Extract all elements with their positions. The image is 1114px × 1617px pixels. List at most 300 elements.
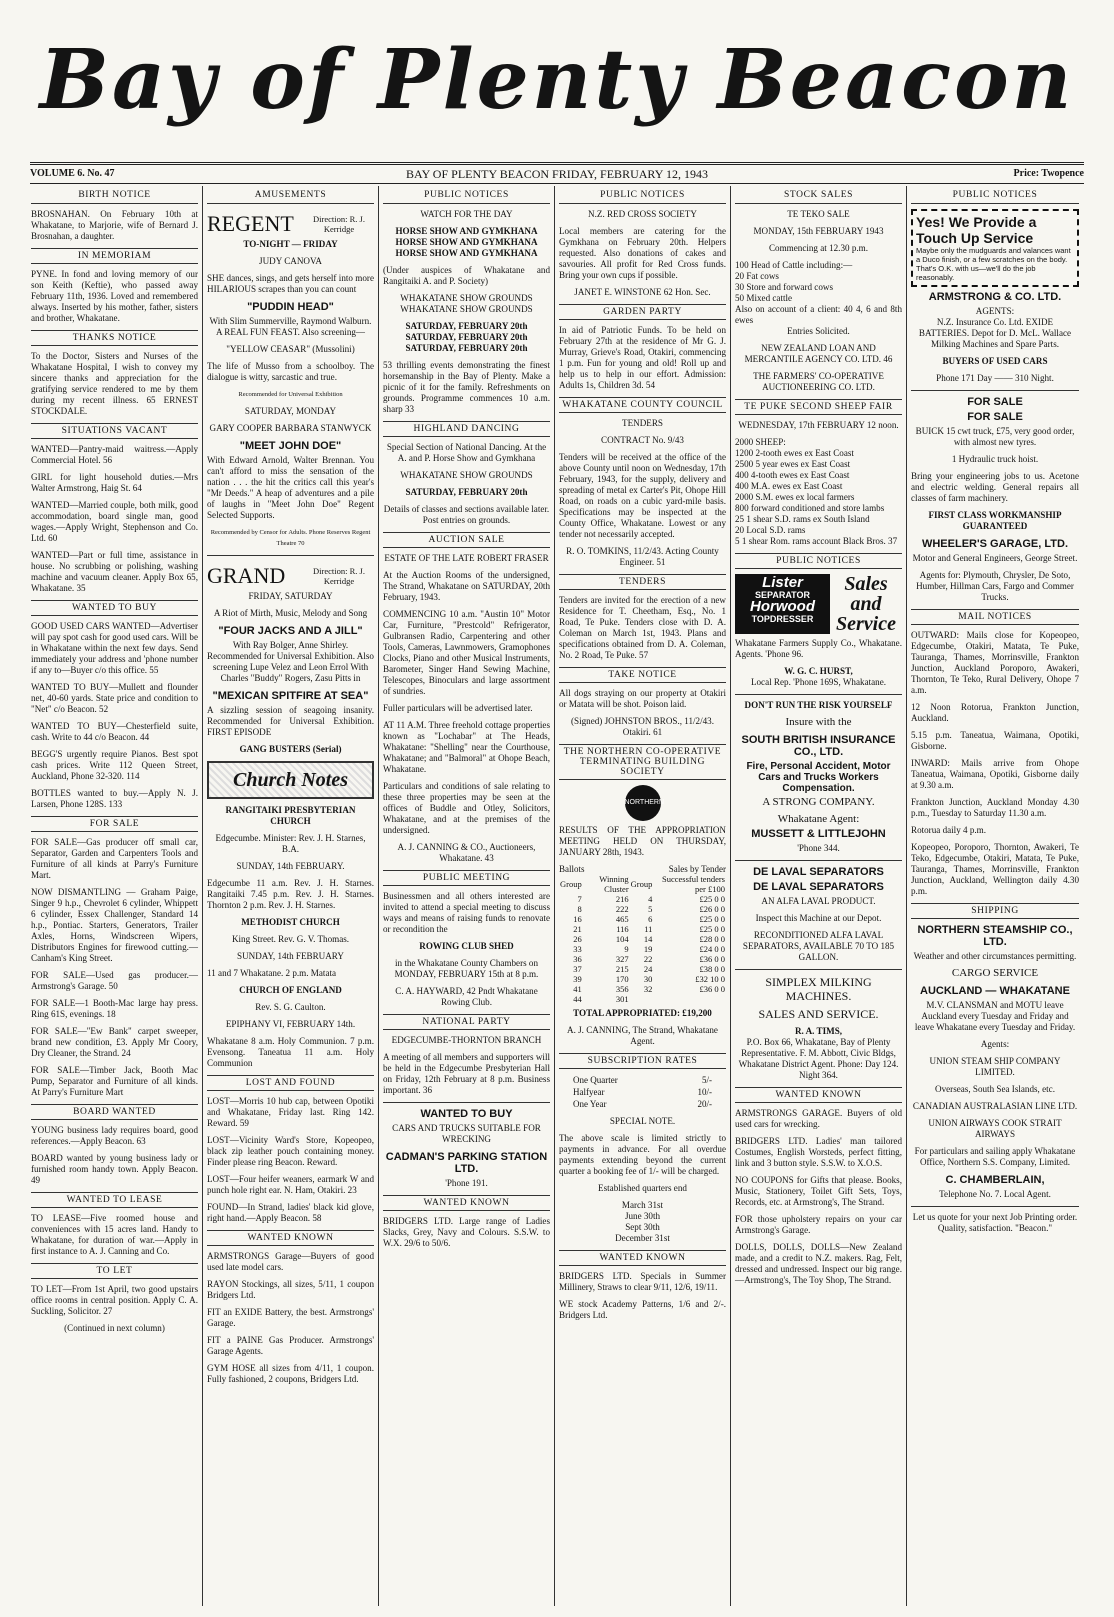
table-cell: £25 0 0 <box>699 914 725 924</box>
table-cell: 215 <box>615 964 629 974</box>
notice-text: (Under auspices of Whakatane and Rangitaiki A. and P. Society) <box>383 265 550 286</box>
section-heading: AUCTION SALE <box>383 532 550 548</box>
stock-line: Also on account of a client: 40 4, 6 and 8th ewes <box>735 304 902 325</box>
quarter-end: December 31st <box>615 1233 670 1243</box>
column-6 <box>907 186 1083 1606</box>
classified-ad: LOST—Morris 10 hub cap, between Opotiki and Whakatane, Friday last. Ring 142. Reward. 59 <box>207 1096 374 1128</box>
ad-text: 1 Hydraulic truck hoist. <box>951 454 1039 464</box>
church-name: RANGITAIKI PRESBYTERIAN CHURCH <box>225 805 356 826</box>
table-cell: 39 <box>573 974 582 984</box>
classified-ad: LOST—Four heifer weaners, earmark W and punch hole right ear. N. Ham, Otakiri. 23 <box>207 1174 374 1195</box>
thanks-notice: To the Doctor, Sisters and Nurses of the Whakatane Hospital, I wish to convey my sincere thanks and appreciation for the gratifying service rendered to me by them during my recent illness. 65 ERNEST STOCKDALE. <box>31 351 198 416</box>
stock-line: 100 Head of Cattle including:— <box>735 260 853 270</box>
table-cell: 222 <box>615 904 629 914</box>
section-heading: WANTED TO BUY <box>31 600 198 616</box>
table-cell: £24 0 0 <box>699 944 725 954</box>
table-cell: 33 <box>573 944 582 954</box>
table-cell: 24 <box>643 964 653 974</box>
film-blurb: With Edward Arnold, Walter Brennan. You can't afford to miss the sensation of the nation . . . the hit the critics call this year's "Mr Deeds." A heap of adventures and a pile of laughs in "Meet John Doe" Regent Selected Supports. <box>207 455 374 520</box>
table-cell: £38 0 0 <box>699 964 725 974</box>
sale-date: MONDAY, 15th FEBRUARY 1943 <box>753 226 884 236</box>
classified-ad: DOLLS, DOLLS, DOLLS—New Zealand made, and a credit to N.Z. makers. Rag, Felt, dressed and undressed. Inspect our big range.—Armstrong's, The Toy Shop, The Strand. <box>735 1242 902 1285</box>
quarter-end: Sept 30th <box>625 1222 660 1232</box>
section-heading: BIRTH NOTICE <box>31 190 198 204</box>
notice-text: AT 11 A.M. Three freehold cottage properties known as "Lochabar" at The Heads, Whakatane: "Shelling" near the Courthouse, Whakatane; and "Balmoral" at Ohope Beach, Whakatane. <box>383 720 550 774</box>
ad-text: Let us quote for your next Job Printing order. Quality, satisfaction. "Beacon." <box>912 1212 1078 1233</box>
ad-text: Local Rep. 'Phone 169S, Whakatane. <box>750 677 887 687</box>
ad-business-name: MUSSETT & LITTLEJOHN <box>751 828 886 840</box>
ad-text: BUICK 15 cwt truck, £75, very good order, with almost new tyres. <box>915 426 1075 447</box>
stock-line: 20 Local S.D. rams <box>735 525 806 535</box>
event-title: HORSE SHOW AND GYMKHANA <box>395 237 538 247</box>
lister-logo: Lister SEPARATOR Horwood TOPDRESSER <box>735 574 830 634</box>
table-cell: £36 0 0 <box>699 984 725 994</box>
signature: C. A. HAYWARD, 42 Pndt Whakatane Rowing Club. <box>395 986 538 1007</box>
sales-service-script: Sales and Service <box>836 573 896 635</box>
section-heading: STOCK SALES <box>735 190 902 204</box>
volume-number: VOLUME 6. No. 47 <box>30 168 115 179</box>
stock-line: 20 Fat cows <box>735 271 779 281</box>
stock-line: 1200 2-tooth ewes ex East Coast <box>735 448 854 458</box>
section-heading: TAKE NOTICE <box>559 667 726 683</box>
ad-headline: BUYERS OF USED CARS <box>942 356 1048 366</box>
table-header: Group <box>560 879 582 889</box>
table-cell: £25 0 0 <box>699 924 725 934</box>
classified-ad: RAYON Stockings, all sizes, 5/11, 1 coupon Bridgers Ltd. <box>207 1279 374 1300</box>
notice-text: Established quarters end <box>598 1183 687 1193</box>
classified-ad: ARMSTRONGS GARAGE. Buyers of old used cars for wrecking. <box>735 1108 902 1129</box>
stock-line: 2000 S.M. ewes ex local farmers <box>735 492 855 502</box>
ad-headline: SALES AND SERVICE. <box>758 1007 879 1021</box>
ad-text: Bring your engineering jobs to us. Acetone and electric welding. General repairs all classes of farm machinery. <box>911 471 1079 503</box>
section-heading: TO LET <box>31 1263 198 1279</box>
ad-text: CANADIAN AUSTRALASIAN LINE LTD. <box>912 1101 1078 1111</box>
service-times: Whakatane 8 a.m. Holy Communion. 7 p.m. Evensong. Taneatua 11 a.m. Holy Communion <box>207 1036 374 1068</box>
section-heading: PUBLIC NOTICES <box>735 553 902 569</box>
film-title: "MEXICAN SPITFIRE AT SEA" <box>212 690 369 702</box>
ad-headline: FIRST CLASS WORKMANSHIP GUARANTEED <box>928 510 1062 531</box>
ad-text: M.V. CLANSMAN and MOTU leave Auckland every Tuesday and Friday and leave Whakatane every Tuesday and Friday. <box>914 1000 1076 1032</box>
table-cell <box>653 994 726 1004</box>
notice-text: 53 thrilling events demonstrating the finest horsemanship in the Bay of Plenty. Make a picnic of it for the family. Refreshments on grounds. Programme commences 10 a.m. sharp 33 <box>383 360 550 414</box>
table-cell: 216 <box>615 894 629 904</box>
event-date: SATURDAY, FEBRUARY 20th <box>405 487 528 497</box>
film-blurb: With Slim Summerville, Raymond Walburn. A REAL FUN FEAST. Also screening— <box>209 316 372 337</box>
ad-text: CARS AND TRUCKS SUITABLE FOR WRECKING <box>392 1123 541 1144</box>
service-times: Edgecumbe 11 a.m. Rev. J. H. Starnes. Rangitaiki 7.45 p.m. Rev. J. H. Starnes. Thornton 2 p.m. Rev. J. H. Starnes. <box>207 878 374 910</box>
section-heading: PUBLIC NOTICES <box>559 190 726 204</box>
mail-notice: Rotorua daily 4 p.m. <box>911 825 987 835</box>
section-heading: IN MEMORIAM <box>31 248 198 264</box>
table-cell: 11 <box>644 924 653 934</box>
ad-text: Agents for: Plymouth, Chrysler, De Soto, Humber, Hillman Cars, Fargo and Commer Trucks. <box>916 570 1074 602</box>
table-cell: 16 <box>573 914 582 924</box>
dateline <box>30 162 1084 184</box>
church-notes-banner: Church Notes <box>207 761 374 799</box>
section-heading: WANTED TO LEASE <box>31 1192 198 1208</box>
classified-ad: BEGG'S urgently require Pianos. Best spot cash prices. Write 112 Queen Street, Auckland, Phone 32-320. 114 <box>31 749 198 781</box>
table-cell: 170 <box>615 974 629 984</box>
continued-note: (Continued in next column) <box>64 1323 165 1333</box>
film-blurb: A Riot of Mirth, Music, Melody and Song <box>213 608 368 618</box>
classified-ad: WANTED TO BUY—Chesterfield suite, cash. Write to 44 c/o Beacon. 44 <box>31 721 198 742</box>
section-heading: FOR SALE <box>31 816 198 832</box>
section-heading: MAIL NOTICES <box>911 609 1079 625</box>
notice-heading: ESTATE OF THE LATE ROBERT FRASER <box>384 553 549 563</box>
stock-line: 50 Mixed cattle <box>735 293 793 303</box>
stock-line: 2500 5 year ewes ex East Coast <box>735 459 851 469</box>
classified-ad: BRIDGERS LTD. Ladies' man tailored Costumes, English Worsteds, perfect fitting, link and 3 button style. S.S.W. to X.O.S. <box>735 1136 902 1168</box>
sale-time: Commencing at 12.30 p.m. <box>768 243 868 253</box>
table-row <box>559 984 726 994</box>
notice-text: Local members are catering for the Gymkhana on February 20th. Helpers requested. Also donations of cakes and savouries. All profit for Red Cross funds. Bring your own cups if possible. <box>559 226 726 280</box>
table-cell: 9 <box>624 944 629 954</box>
memoriam-notice: PYNE. In fond and loving memory of our son Keith (Keftie), who passed away February 11th, 1936. Loved and remembered always. Inserted by his mother, father, sisters and brother, Whakatane. <box>31 269 198 323</box>
table-cell: 36 <box>573 954 582 964</box>
columns <box>27 186 1087 1606</box>
table-row <box>559 904 726 914</box>
event-date: SATURDAY, FEBRUARY 20th <box>405 332 528 342</box>
classified-ad: YOUNG business lady requires board, good references.—Apply Beacon. 63 <box>31 1125 198 1146</box>
ad-headline: WANTED TO BUY <box>420 1108 513 1120</box>
classified-ad: TO LEASE—Five roomed house and conveniences with 15 acres land. Handy to Whakatane, for duration of war.—Apply in first instance to A. J. Canning and Co. <box>31 1213 198 1256</box>
ad-text: AN ALFA LAVAL PRODUCT. <box>761 896 876 906</box>
notice-text: COMMENCING 10 a.m. "Austin 10" Motor Car, Furniture, "Prestcold" Refrigerator, Gulbransen Radio, Carpentering and other Tools, Cameras, Lawnmowers, Gramophones Clocks, Piano and other Musical Instruments, Barometer, Singer Hand Sewing Machine, Telescopes, Binoculars and large assortment of sundries. <box>383 609 550 696</box>
event-date: SATURDAY, FEBRUARY 20th <box>405 343 528 353</box>
ad-text: Whakatane Farmers Supply Co., Whakatane. Agents. 'Phone 96. <box>735 638 902 659</box>
column-1 <box>27 186 203 1606</box>
ad-business-name: W. G. C. HURST, <box>784 666 853 676</box>
rate-row: One Quarter 5/- <box>573 1075 712 1085</box>
notice-text: In aid of Patriotic Funds. To be held on February 27th at the residence of Mr G. J. Murray, Grieve's Road, Otakiri, commencing 1 p.m. Fun for young and old! Roll up and help us to help in our effort. Admission: Adults 1s, Children 3d. 54 <box>559 325 726 390</box>
film-title: "PUDDIN HEAD" <box>247 301 334 313</box>
classified-ad: FOR SALE—Used gas producer.—Armstrong's Garage. 50 <box>31 970 198 991</box>
ad-phone: Phone 171 Day —— 310 Night. <box>936 373 1054 383</box>
agency-name: NEW ZEALAND LOAN AND MERCANTILE AGENCY CO. LTD. 46 <box>744 343 893 364</box>
ad-headline: DE LAVAL SEPARATORS <box>753 866 884 878</box>
signature: A. J. CANNING & CO., Auctioneers, Whakatane. 43 <box>397 842 536 863</box>
table-cell: 116 <box>616 924 629 934</box>
rating-note: Recommended for Universal Exhibition <box>238 391 343 398</box>
church-minister: Edgecumbe. Minister: Rev. J. H. Starnes, B.A. <box>215 833 366 854</box>
classified-ad: BRIDGERS LTD. Large range of Ladies Slacks, Grey, Navy and Colours. S.S.W. to W.X. 29/6 to 50/6. <box>383 1216 550 1248</box>
film-blurb: SHE dances, sings, and gets herself into more HILARIOUS scrapes than you can count <box>207 273 374 294</box>
table-cell: 301 <box>615 994 629 1004</box>
table-cell: 37 <box>573 964 582 974</box>
section-heading: WHAKATANE COUNTY COUNCIL <box>559 397 726 413</box>
table-cell: 465 <box>615 914 629 924</box>
classified-ad: GIRL for light household duties.—Mrs Walter Armstrong, Haig St. 64 <box>31 472 198 493</box>
mail-notice: 5.15 p.m. Taneatua, Waimana, Opotiki, Gisborne. <box>911 730 1079 751</box>
notice-heading: TE TEKO SALE <box>787 209 850 219</box>
ad-text: AGENTS: <box>975 306 1015 316</box>
notice-heading: ROWING CLUB SHED <box>419 941 514 951</box>
ad-business-name: ARMSTRONG & CO. LTD. <box>928 291 1062 303</box>
ad-business-name: R. A. TIMS, <box>794 1026 843 1036</box>
film-star: GARY COOPER BARBARA STANWYCK <box>209 423 372 433</box>
ad-text: Insure with the <box>785 716 852 728</box>
ad-phone: Telephone No. 7. Local Agent. <box>939 1189 1051 1199</box>
table-cell: 41 <box>573 984 582 994</box>
ad-headline: SIMPLEX MILKING MACHINES. <box>765 975 872 1003</box>
classified-ad: FOR SALE—1 Booth-Mac large hay press. Ring 61S, evenings. 18 <box>31 998 198 1019</box>
section-heading: SHIPPING <box>911 903 1079 919</box>
theatre-direction: Direction: R. J. Kerridge <box>313 214 365 234</box>
stock-line: Entries Solicited. <box>787 326 850 336</box>
notice-text: Fuller particulars will be advertised later. <box>383 703 533 713</box>
table-cell: 8 <box>577 904 582 914</box>
theatre-direction: Direction: R. J. Kerridge <box>313 566 365 586</box>
northern-logo: NORTHERN <box>625 785 661 821</box>
notice-text: Details of classes and sections available later. Post entries on grounds. <box>383 504 550 525</box>
table-cell: 6 <box>648 914 653 924</box>
agency-name: THE FARMERS' CO-OPERATIVE AUCTIONEERING CO. LTD. <box>753 371 884 392</box>
mail-notice: OUTWARD: Mails close for Kopeopeo, Edgecumbe, Otakiri, Matata, Te Puke, Tauranga, Thames, Morrinsville, Frankton Junction, Auckland Poroporo, Awakeri, Thornton, Te Teko, Rural Delivery, Ohope 7 a.m. <box>911 630 1079 695</box>
table-header: Successful tenders per £100 <box>661 874 725 894</box>
price: Price: Twopence <box>1013 168 1084 179</box>
table-row <box>559 914 726 924</box>
table-row <box>559 934 726 944</box>
notice-text: RESULTS OF THE APPROPRIATION MEETING HELD ON THURSDAY, JANUARY 28th, 1943. <box>559 825 726 857</box>
table-cell: 104 <box>615 934 629 944</box>
stock-line: 30 Store and forward cows <box>735 282 833 292</box>
table-row <box>559 954 726 964</box>
notice-heading: WATCH FOR THE DAY <box>420 209 513 219</box>
ad-text: RECONDITIONED ALFA LAVAL SEPARATORS, AVAILABLE 70 TO 185 GALLON. <box>742 930 895 962</box>
ad-text: Inspect this Machine at our Depot. <box>755 913 882 923</box>
notice-text: At the Auction Rooms of the undersigned, The Strand, Whakatane on SATURDAY, 20th February, 1943. <box>383 570 550 602</box>
section-heading: WANTED KNOWN <box>383 1195 550 1211</box>
ad-phone: 'Phone 191. <box>445 1178 488 1188</box>
ad-business-name: SOUTH BRITISH INSURANCE CO., LTD. <box>741 734 896 758</box>
section-heading: WANTED KNOWN <box>559 1250 726 1266</box>
classified-ad: BOARD wanted by young business lady or furnished room handy town. Apply Beacon. 49 <box>31 1153 198 1185</box>
classified-ad: WANTED—Part or full time, assistance in house. No scrubbing or polishing, washing machine and vacuum cleaner. Apply Box 65, Whakatane. 35 <box>31 550 198 593</box>
sale-date: WEDNESDAY, 17th FEBRUARY 12 noon. <box>738 420 899 430</box>
ad-headline: Yes! We Provide a Touch Up Service <box>916 214 1037 246</box>
ad-business-name: NORTHERN STEAMSHIP CO., LTD. <box>917 924 1073 948</box>
ad-text: Weather and other circumstances permitting. <box>913 951 1077 961</box>
stock-line: 25 1 shear S.D. rams ex South Island <box>735 514 870 524</box>
theatre-name: GRAND <box>207 563 286 588</box>
ad-business-name: C. CHAMBERLAIN, <box>945 1174 1045 1186</box>
ad-business-name: WHEELER'S GARAGE, LTD. <box>921 538 1069 550</box>
section-heading: GARDEN PARTY <box>559 304 726 320</box>
section-heading: TENDERS <box>559 574 726 590</box>
ad-text: N.Z. Insurance Co. Ltd. EXIDE BATTERIES. Depot for D. McL. Wallace Milking Machines and Spare Parts. <box>918 317 1072 349</box>
signature: JANET E. WINSTONE 62 Hon. Sec. <box>574 287 711 297</box>
ad-text: A STRONG COMPANY. <box>762 796 875 808</box>
table-label: Ballots <box>559 864 585 874</box>
table-row <box>559 974 726 984</box>
classified-ad: FIT an EXIDE Battery, the best. Armstrongs' Garage. <box>207 1307 374 1328</box>
table-cell: 14 <box>643 934 653 944</box>
ad-business-name: CADMAN'S PARKING STATION LTD. <box>385 1151 548 1175</box>
table-row <box>559 894 726 904</box>
section-heading: HIGHLAND DANCING <box>383 421 550 437</box>
section-heading: AMUSEMENTS <box>207 190 374 204</box>
ad-headline: CARGO SERVICE <box>951 967 1039 979</box>
table-cell: £25 0 0 <box>699 894 725 904</box>
table-header: Group <box>630 879 653 889</box>
classified-ad: NO COUPONS for Gifts that please. Books, Music, Stationery, Toilet Gift Sets, Toys, Records, etc. at Armstrong's, The Strand. <box>735 1175 902 1207</box>
film-blurb: A sizzling session of seagoing insanity. Recommended for Universal Exhibition. FIRST EPISODE <box>207 705 374 737</box>
event-venue: WHAKATANE SHOW GROUNDS <box>400 304 533 314</box>
notice-text: Particulars and conditions of sale relating to these three properties may be seen at the offices of Buddle and Otley, Solicitors, Whakatane, and at the premises of the undersigned. <box>383 781 550 835</box>
notice-heading: TENDERS <box>622 418 663 428</box>
classified-ad: FOR SALE—"Ew Bank" carpet sweeper, brand new condition, £3. Apply Mr Coory, Dry Cleaner, the Strand. 24 <box>31 1026 198 1058</box>
mail-notice: Frankton Junction, Auckland Monday 4.30 p.m., Tuesday to Saturday 11.30 a.m. <box>911 797 1079 818</box>
table-cell: 44 <box>573 994 582 1004</box>
classified-ad: FOR SALE—Gas producer off small car, Separator, Garden and Carpenters Tools and Furniture of all kinds at Parry's Furniture Mart. <box>31 837 198 880</box>
classified-ad: WANTED—Pantry-maid waitress.—Apply Commercial Hotel. 56 <box>31 444 198 465</box>
ad-text: Fire, Personal Accident, Motor Cars and Trucks Workers Compensation. <box>746 761 891 794</box>
column-4 <box>555 186 731 1606</box>
signature: R. O. TOMKINS, 11/2/43. Acting County Engineer. 51 <box>566 546 719 567</box>
film-star: JUDY CANOVA <box>259 256 322 266</box>
section-heading: BOARD WANTED <box>31 1104 198 1120</box>
masthead-title: Bay of Plenty Beacon <box>39 32 1075 128</box>
notice-text: in the Whakatane County Chambers on MONDAY, FEBRUARY 15th at 8 p.m. <box>394 958 539 979</box>
rate-row: One Year 20/- <box>573 1099 712 1109</box>
classified-ad: FIT a PAINE Gas Producer. Armstrongs' Garage Agents. <box>207 1335 374 1356</box>
ad-text: For particulars and sailing apply Whakatane Office, Northern S.S. Company, Limited. <box>914 1146 1076 1167</box>
rate-row: Halfyear 10/- <box>573 1087 712 1097</box>
notice-text: The above scale is limited strictly to payments in advance. For all overdue payments extending beyond the current quarter a booking fee of 1/- will be charged. <box>559 1133 726 1176</box>
service-date: EPIPHANY VI, FEBRUARY 14th. <box>225 1019 356 1029</box>
mail-notice: Kopeopeo, Poroporo, Thornton, Awakeri, Te Teko, Edgecumbe, Otakiri, Matata, Te Puke, Tauranga, Thames, Morrinsville, Frankton Junction, Auckland, Wellington daily 4.30 p.m. <box>911 842 1079 896</box>
notice-text: Tenders are invited for the erection of a new Residence for T. Cheetham, Esq., No. 1 Road, Te Puke. Tenders close with D. A. Coleman on March 1st, 1943. Plans and specifications obtained from D. A. Coleman, No. 2 Road, Te Puke. 57 <box>559 595 726 660</box>
ad-headline: DON'T RUN THE RISK YOURSELF <box>744 700 893 710</box>
classified-ad: WE stock Academy Patterns, 1/6 and 2/-. Bridgers Ltd. <box>559 1299 726 1320</box>
table-row <box>559 944 726 954</box>
church-minister: King Street. Rev. G. V. Thomas. <box>231 934 350 944</box>
classified-ad: TO LET—From 1st April, two good upstairs office rooms in central position. Apply C. A. Suckling, Solicitor. 27 <box>31 1284 198 1316</box>
classified-ad: FOUND—In Strand, ladies' black kid glove, right hand.—Apply Beacon. 58 <box>207 1202 374 1223</box>
section-heading: PUBLIC MEETING <box>383 870 550 886</box>
church-minister: Rev. S. G. Caulton. <box>255 1002 326 1012</box>
table-cell: 22 <box>643 954 653 964</box>
section-heading: PUBLIC NOTICES <box>383 190 550 204</box>
signature: (Signed) JOHNSTON BROS., 11/2/43. Otakiri. 61 <box>571 716 714 737</box>
section-heading: WANTED KNOWN <box>207 1230 374 1246</box>
notice-heading: EDGECUMBE-THORNTON BRANCH <box>391 1035 542 1045</box>
stock-line: 800 forward conditioned and store lambs <box>735 503 885 513</box>
showtime: SATURDAY, MONDAY <box>244 406 337 416</box>
section-heading: THANKS NOTICE <box>31 330 198 346</box>
film-title: "YELLOW CEASAR" (Mussolini) <box>226 344 355 354</box>
table-row <box>559 964 726 974</box>
section-heading: SITUATIONS VACANT <box>31 423 198 439</box>
classified-ad: BOTTLES wanted to buy.—Apply N. J. Larsen, Phone 128S. 133 <box>31 788 198 809</box>
notice-text: Special Section of National Dancing. At the A. and P. Horse Show and Gymkhana <box>386 442 547 463</box>
event-date: SATURDAY, FEBRUARY 20th <box>405 321 528 331</box>
showtime: FRIDAY, SATURDAY <box>248 591 333 601</box>
table-cell: £26 0 0 <box>699 904 725 914</box>
film-blurb: With Ray Bolger, Anne Shirley. Recommended for Universal Exhibition. Also screening Lupe Velez and Leon Errol With Charles "Buddy" Rogers, Zasu Pitts in <box>207 640 374 683</box>
classified-ad: FOR those upholstery repairs on your car Armstrong's Garage. <box>735 1214 902 1235</box>
quarter-end: June 30th <box>624 1211 661 1221</box>
classified-ad: BRIDGERS LTD. Specials in Summer Millinery, Straws to clear 9/11, 12/6, 19/11. <box>559 1271 726 1292</box>
ad-headline: FOR SALE <box>967 396 1023 408</box>
ad-text: Maybe only the mudguards and valances want a Duco finish, or a few scratches on the body. That's O.K. with us—we'll do the job reasonably. <box>916 246 1071 282</box>
film-title: "MEET JOHN DOE" <box>239 440 342 452</box>
event-title: HORSE SHOW AND GYMKHANA <box>395 248 538 258</box>
event-venue: WHAKATANE SHOW GROUNDS <box>400 470 533 480</box>
service-times: 11 and 7 Whakatane. 2 p.m. Matata <box>207 968 337 978</box>
table-cell: 356 <box>615 984 629 994</box>
classified-ad: NOW DISMANTLING — Graham Paige, Singer 9 h.p., Chevrolet 6 cylinder, Whippett 6 cylinder, Essex Challenger, Standard 14 h.p., Pontiac. Starters, Generators, Trailer Axles, Horns, Windscreen Wipers, Distributors Engines for firewood cutting.—Canham's King Street. <box>31 887 198 963</box>
ad-text: Whakatane Agent: <box>777 813 860 825</box>
ad-text: Motor and General Engineers, George Street. <box>912 553 1078 563</box>
notice-text: A meeting of all members and supporters will be held in the Edgecumbe Presbyterian Hall on Friday, 12th February at 8 p.m. Business important. 36 <box>383 1052 550 1095</box>
quarter-end: March 31st <box>621 1200 664 1210</box>
table-cell: 26 <box>573 934 582 944</box>
section-heading: LOST AND FOUND <box>207 1075 374 1091</box>
theatre-name: REGENT <box>207 211 294 236</box>
classified-ad: GYM HOSE all sizes from 4/11, 1 coupon. Fully fashioned, 2 coupons, Bridgers Ltd. <box>207 1363 374 1384</box>
section-heading: NATIONAL PARTY <box>383 1014 550 1030</box>
signature: A. J. CANNING, The Strand, Whakatane Agent. <box>567 1025 718 1046</box>
total-appropriated: TOTAL APPROPRIATED: £19,200 <box>573 1008 712 1018</box>
table-label: Sales by Tender <box>668 864 726 874</box>
section-heading: TE PUKE SECOND SHEEP FAIR <box>735 399 902 415</box>
column-5 <box>731 186 907 1606</box>
notice-heading: N.Z. RED CROSS SOCIETY <box>588 209 697 219</box>
film-blurb: The life of Musso from a schoolboy. The dialogue is witty, sarcastic and true. <box>207 361 374 382</box>
table-cell: 30 <box>643 974 653 984</box>
notice-text: Tenders will be received at the office of the above County until noon on Wednesday, 17th February, 1943, for the supply, delivery and spreading of metal ex Carter's Pit, Ohope Hill Road, on roads on a cubic yard-mile basis. Specifications may be inspected at the County Office, Whakatane. Lowest or any tender not necessarily accepted. <box>559 452 726 539</box>
section-heading: WANTED KNOWN <box>735 1087 902 1103</box>
birth-notice: BROSNAHAN. On February 10th at Whakatane, to Marjorie, wife of Bernard J. Brosnahan, a daughter. <box>31 209 198 241</box>
classified-ad: FOR SALE—Timber Jack, Booth Mac Pump, Separator and Furniture of all kinds. At Parry's Furniture Mart <box>31 1065 198 1097</box>
stock-line: 5 1 shear Rom. rams account Black Bros. 37 <box>735 536 898 546</box>
section-heading: PUBLIC NOTICES <box>911 190 1079 204</box>
notice-heading: CONTRACT No. 9/43 <box>601 435 684 445</box>
table-header: Winning Cluster <box>599 874 629 894</box>
event-venue: WHAKATANE SHOW GROUNDS <box>400 293 533 303</box>
table-cell: 5 <box>648 904 653 914</box>
stock-line: 400 4-tooth ewes ex East Coast <box>735 470 850 480</box>
table-cell: 21 <box>573 924 582 934</box>
section-heading: SUBSCRIPTION RATES <box>559 1053 726 1069</box>
stock-line: 400 M.A. ewes ex East Coast <box>735 481 843 491</box>
results-table <box>559 874 726 1004</box>
serial-title: GANG BUSTERS (Serial) <box>239 744 342 754</box>
notice-heading: SPECIAL NOTE. <box>609 1116 676 1126</box>
ad-phone: 'Phone 344. <box>797 843 840 853</box>
ad-text: UNION AIRWAYS COOK STRAIT AIRWAYS <box>928 1118 1062 1139</box>
stock-line: 2000 SHEEP: <box>735 437 786 447</box>
ad-headline: FOR SALE <box>967 411 1023 423</box>
classified-ad: LOST—Vicinity Ward's Store, Kopeopeo, black zip leather pouch containing money. Finder please ring Beacon. Reward. <box>207 1135 374 1167</box>
service-date: SUNDAY, 14th FEBRUARY <box>237 951 344 961</box>
notice-text: Businessmen and all others interested are invited to attend a special meeting to discuss ways and means of raising funds to renovate or recondition the <box>383 891 550 934</box>
column-3 <box>379 186 555 1606</box>
section-heading: THE NORTHERN CO-OPERATIVE TERMINATING BUILDING SOCIETY <box>559 744 726 780</box>
mail-notice: INWARD: Mails arrive from Ohope Taneatua, Waimana, Opotiki, Gisborne daily at 9.30 a.m. <box>911 758 1079 790</box>
issue-date: BAY OF PLENTY BEACON FRIDAY, FEBRUARY 12, 1943 <box>406 167 708 181</box>
ad-text: Overseas, South Sea Islands, etc. <box>935 1084 1055 1094</box>
table-cell: 7 <box>577 894 582 904</box>
ad-text: P.O. Box 66, Whakatane, Bay of Plenty Representative. F. M. Abbott, Civic Bldgs, Whakatane District Agent. Phone: Day 124. Night 364. <box>738 1037 899 1080</box>
table-row <box>559 994 726 1004</box>
table-cell: 4 <box>648 894 653 904</box>
table-cell: 327 <box>615 954 629 964</box>
classified-ad: GOOD USED CARS WANTED—Advertiser will pay spot cash for good used cars. Will be in Whakatane within the next few days. Send immediately your address and 'phone number if any to—Buyer c/o this office. 55 <box>31 621 198 675</box>
table-cell: £36 0 0 <box>699 954 725 964</box>
touch-up-ad <box>911 209 1079 287</box>
